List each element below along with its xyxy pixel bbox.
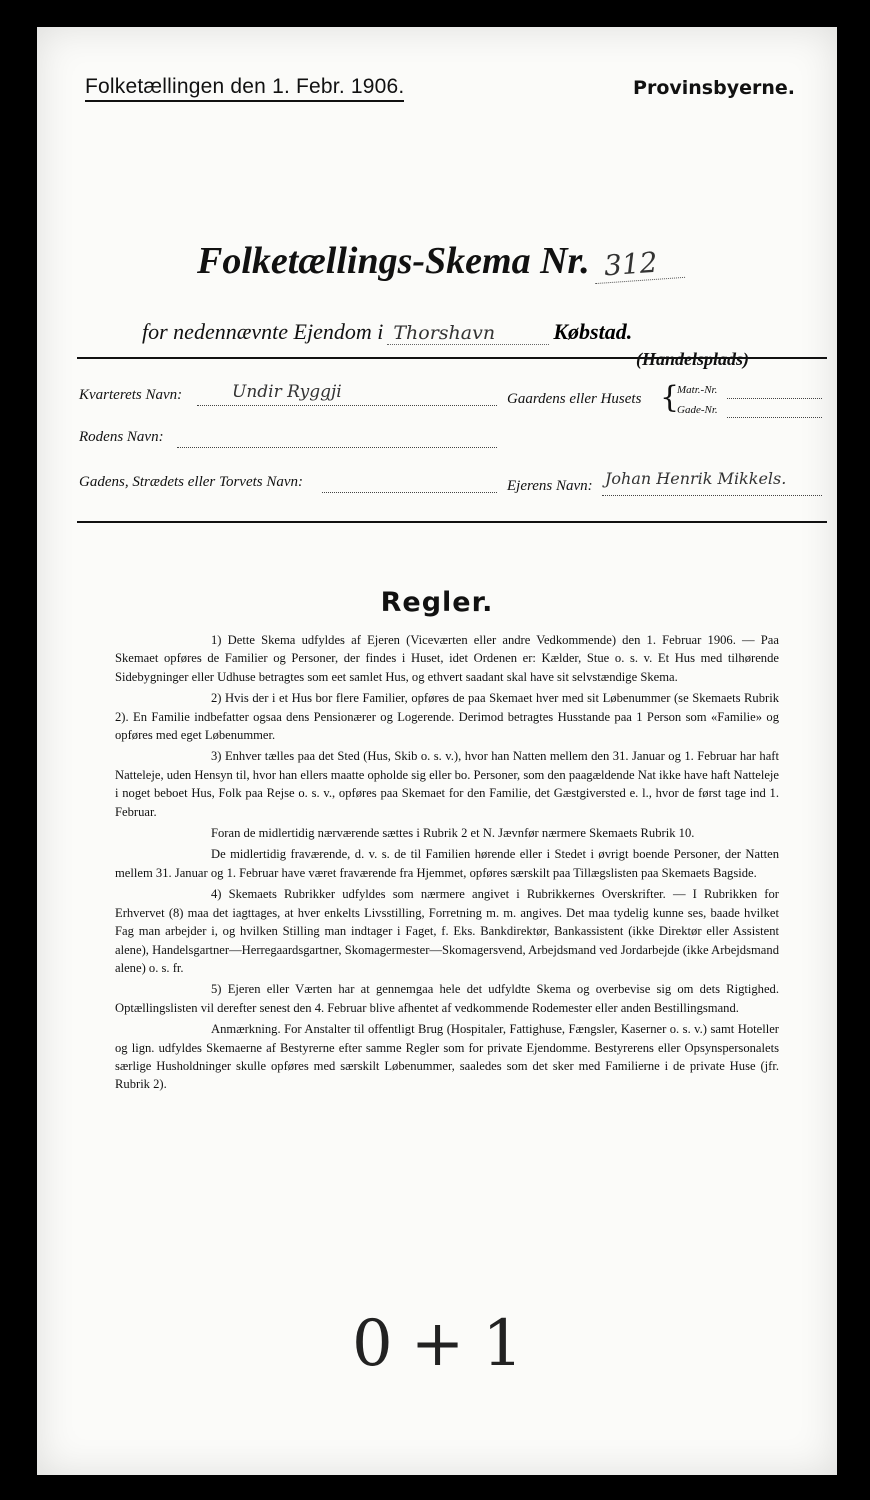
rule-3c: De midlertidig fraværende, d. v. s. de til Familien hørende eller i Stedet i øvrigt boende Personer, der Natten mellem 31. Januar og 1. Februar have været fraværende fra Hjemmet, opføres særskilt paa Tillægslisten paa Skemaets Bagside. <box>115 847 779 880</box>
divider-top <box>77 357 827 359</box>
rules-text <box>115 631 779 1097</box>
town-value: Thorshavn <box>387 322 549 345</box>
form-number: 312 <box>593 244 685 284</box>
gade-nr-label: Gade-Nr. <box>677 404 718 416</box>
rule-3b: Foran de midlertidig nærværende sættes i Rubrik 2 et N. Jævnfør nærmere Skemaets Rubrik 10. <box>211 826 695 841</box>
anmaerkning: Anmærkning. For Anstalter til offentligt Brug (Hospitaler, Fattighuse, Fængsler, Kaserner o. s. v.) samt Hoteller og lign. udfyldes Skemaerne af Bestyrerne efter samme Regler som for private Ejendomme. Bestyrerens eller Opsynspersonalets særlige Husholdninger skulle opføres med særskilt Løbenummer, saaledes som det sker med Familierne i de private Huse (jfr. Rubrik 2). <box>115 1022 779 1092</box>
rode-label: Rodens Navn: <box>79 429 164 445</box>
subtitle-suffix: Købstad. <box>553 319 633 344</box>
census-header-left: Folketællingen den 1. Febr. 1906. <box>85 75 404 102</box>
ejer-value: Johan Henrik Mikkels. <box>605 469 787 488</box>
gade-line <box>322 492 497 493</box>
regler-title: Regler. <box>380 587 494 618</box>
subtitle-row <box>142 319 822 345</box>
rule-1: 1) Dette Skema udfyldes af Ejeren (Viceværten eller andre Vedkommende) den 1. Februar 1906. — Paa Skemaet opføres de Familier og Personer, der findes i Huset, idet Ordenen er: Kælder, Stue o. s. v. Et Hus med tilhørende Sidebygninger eller Udhuse betragtes som eet samlet Hus, og ethvert saadant skal have sit selvstændige Skema. <box>115 633 779 684</box>
kvarter-line <box>197 405 497 406</box>
matr-label: Matr.-Nr. <box>677 384 718 396</box>
matr-line <box>727 398 822 399</box>
form-title: Folketællings-Skema Nr. <box>197 240 590 282</box>
subtitle-prefix: for nedennævnte Ejendom i <box>142 319 384 344</box>
rule-3: 3) Enhver tælles paa det Sted (Hus, Skib o. s. v.), hvor han Natten mellem den 31. Januar og 1. Februar har haft Natteleje, uden Hensyn til, hvor han ellers maatte opholde sig eller bo. Personer, som den paagældende Nat ikke have haft Natteleje i noget beboet Hus, Folk paa Rejse o. s. v., opføres paa Skemaet for den Familie, det Gæstgiversted e. l., hvor de først tage ind 1. Februar. <box>115 749 779 819</box>
kvarter-value: Undir Ryggji <box>232 382 342 402</box>
census-form-page <box>37 27 837 1475</box>
gaard-label: Gaardens eller Husets <box>507 391 642 407</box>
gade-label: Gadens, Strædets eller Torvets Navn: <box>79 474 304 490</box>
rule-4: 4) Skemaets Rubrikker udfyldes som nærmere angivet i Rubrikkernes Overskrifter. — I Rubrikken for Erhvervet (8) maa det iagttages, at hver enkelts Livsstilling, Forretning m. m. angives. Det maa tydelig kunne ses, baade hvilket Fag man arbejder i, og hvilken Stilling man indtager i Faget, f. Eks. Bankdirektør, Bankassistent (ikke Direktør eller Assistent alene), Handelsgartner—Herregaardsgartner, Skomagermester—Skomagersvend, Arbejdsmand ved Jordarbejde (ikke Arbejdsmand alene) o. s. fr. <box>115 887 779 975</box>
brace-icon: { <box>660 380 680 415</box>
handwritten-count: 0+1 <box>352 1307 542 1381</box>
rule-2: 2) Hvis der i et Hus bor flere Familier, opføres de paa Skemaet hver med sit Løbenummer (se Skemaets Rubrik 2). En Familie indbefatter ogsaa dens Pensionærer og Logerende. Derimod betragtes Husstande paa 1 Person som «Familie» og opføres med eget Løbenummer. <box>115 691 779 743</box>
rule-5: 5) Ejeren eller Værten har at gennemgaa hele det udfyldte Skema og overbevise sig om dets Rigtighed. Optællingslisten vil derefter senest den 4. Februar blive afhentet af vedkommende Rodemester eller anden Bestillingsmand. <box>115 982 779 1015</box>
form-title-row <box>197 239 797 299</box>
kvarter-label: Kvarterets Navn: <box>79 387 183 403</box>
divider-bottom <box>77 521 827 523</box>
gade-nr-line <box>727 417 822 418</box>
ejer-line <box>602 495 822 496</box>
handelsplads-label: (Handelsplads) <box>635 349 749 369</box>
rode-line <box>177 447 497 448</box>
ejer-label: Ejerens Navn: <box>507 478 593 494</box>
census-header-right: Provinsbyerne. <box>633 77 795 99</box>
